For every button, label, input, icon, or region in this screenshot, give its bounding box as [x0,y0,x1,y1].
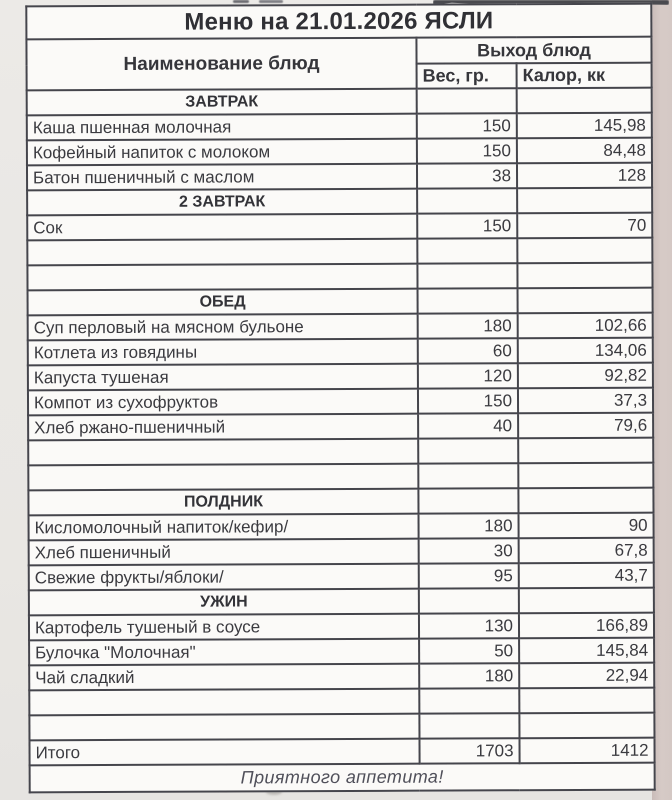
weight-value: 40 [418,413,518,438]
calories-value: 92,82 [518,363,653,389]
empty-cell [417,238,517,263]
empty-cell [517,238,652,264]
title-row [26,4,651,40]
dish-name: Хлеб пшеничный [29,539,419,566]
bon-appetit-text: Приятного аппетита! [30,763,655,793]
weight-value: 38 [417,163,517,188]
empty-row [27,238,652,266]
calories-value [517,88,652,114]
calories-value: 128 [517,163,652,189]
dish-name: Котлета из говядины [28,339,418,366]
calories-value: 67,8 [519,538,654,564]
dish-name: Чай сладкий [29,664,419,691]
section-label: ПОЛДНИК [28,489,418,516]
empty-cell [417,263,517,288]
dish-name: Булочка "Молочная" [29,639,419,666]
calories-value: 90 [519,513,654,539]
weight-value [417,88,517,113]
empty-row [29,713,654,741]
scan-artifact [259,0,283,3]
weight-value [418,288,518,313]
calories-value [518,488,653,514]
weight-value: 1703 [419,738,519,763]
calories-value: 145,84 [519,638,654,664]
section-label: ОБЕД [28,289,418,316]
dish-row [27,138,652,166]
dish-name: Картофель тушеный в соусе [29,614,419,641]
empty-cell [517,263,652,289]
total-label: Итого [29,739,419,766]
dish-row [29,613,654,641]
calories-value: 84,48 [517,138,652,164]
dish-name: Свежие фрукты/яблоки/ [29,564,419,591]
weight-value: 150 [417,138,517,163]
empty-cell [29,689,419,716]
empty-cell [519,688,654,714]
dish-row [27,213,652,241]
dish-name: Сок [27,214,417,241]
empty-cell [518,438,653,464]
section-label: УЖИН [29,589,419,616]
weight-value: 150 [417,213,517,238]
section-label: 2 ЗАВТРАК [27,189,417,216]
calories-value: 70 [517,213,652,239]
empty-cell [29,714,419,741]
empty-row [29,688,654,716]
empty-cell [28,464,418,491]
column-header-weight: Вес, гр. [417,63,517,88]
dish-name: Суп перловый на мясном бульоне [28,314,418,341]
empty-cell [518,463,653,489]
empty-row [28,438,653,466]
calories-value: 134,06 [518,338,653,364]
column-header-calories: Калор, кк [517,63,652,89]
empty-cell [419,688,519,713]
calories-value [517,188,652,214]
calories-value: 166,89 [519,613,654,639]
weight-value: 180 [419,513,519,538]
weight-value: 30 [419,538,519,563]
calories-value: 102,66 [518,313,653,339]
dish-name: Хлеб ржано-пшеничный [28,414,418,441]
section-row [27,88,652,116]
section-row [29,588,654,616]
empty-cell [28,439,418,466]
weight-value [417,188,517,213]
dish-row [29,663,654,691]
calories-value: 145,98 [517,113,652,139]
empty-cell [27,264,417,291]
dish-name: Компот из сухофруктов [28,389,418,416]
menu-table-head [26,4,651,91]
dish-row [28,413,653,441]
dish-row [29,563,654,591]
dish-row [29,638,654,666]
weight-value: 180 [419,663,519,688]
empty-row [28,463,653,491]
weight-value: 180 [418,313,518,338]
dish-row [29,538,654,566]
weight-value: 120 [418,363,518,388]
calories-value: 43,7 [519,563,654,589]
calories-value: 37,3 [518,388,653,414]
dish-row [28,338,653,366]
menu-table-body [27,88,655,793]
dish-name: Кисломолочный напиток/кефир/ [29,514,419,541]
column-header-dish-name: Наименование блюд [26,38,416,91]
weight-value [419,588,519,613]
section-row [28,288,653,316]
weight-value: 150 [417,113,517,138]
menu-title: Меню на 21.01.2026 ЯСЛИ [26,4,651,40]
section-label: ЗАВТРАК [27,89,417,116]
empty-cell [519,713,654,739]
weight-value: 150 [418,388,518,413]
dish-row [28,388,653,416]
scan-artifact [233,0,249,3]
total-row [29,738,654,766]
empty-cell [27,239,417,266]
weight-value: 50 [419,638,519,663]
empty-cell [418,438,518,463]
empty-cell [419,713,519,738]
dish-name: Каша пшенная молочная [27,114,417,141]
dish-row [27,113,652,141]
weight-value [418,488,518,513]
weight-value: 60 [418,338,518,363]
weight-value: 130 [419,613,519,638]
weight-value: 95 [419,563,519,588]
dish-name: Кофейный напиток с молоком [27,139,417,166]
dish-name: Батон пшеничный с маслом [27,164,417,191]
dish-name: Капуста тушеная [28,364,418,391]
header-row-1 [26,37,651,66]
empty-cell [418,463,518,488]
dish-row [29,513,654,541]
dish-row [28,313,653,341]
dish-row [27,163,652,191]
calories-value: 22,94 [519,663,654,689]
empty-row [27,263,652,291]
calories-value [518,288,653,314]
calories-value: 79,6 [518,413,653,439]
footer-row [30,763,655,793]
dish-row [28,363,653,391]
column-header-output-group: Выход блюд [416,37,651,64]
menu-table [25,3,655,794]
section-row [27,188,652,216]
calories-value: 1412 [519,738,654,764]
section-row [28,488,653,516]
calories-value [519,588,654,614]
